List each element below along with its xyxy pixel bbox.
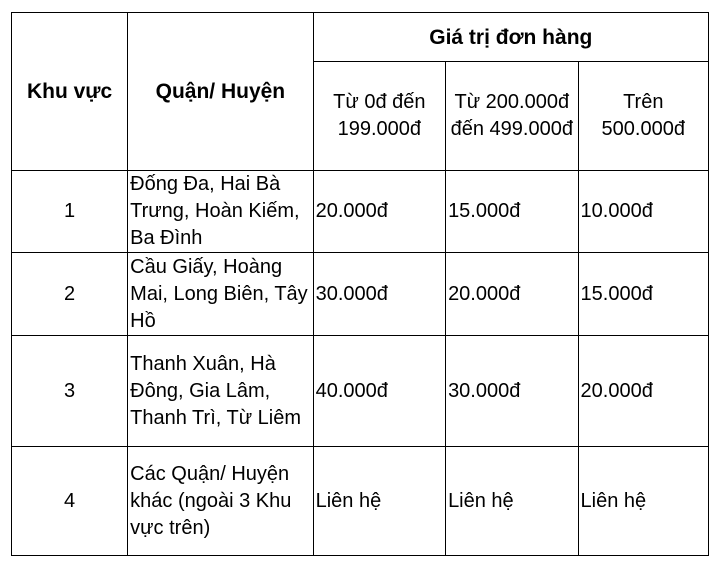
fee-cell: 40.000đ xyxy=(313,336,445,447)
header-district: Quận/ Huyện xyxy=(128,13,313,171)
shipping-fee-table xyxy=(11,12,709,556)
header-range-1: Từ 0đ đến 199.000đ xyxy=(313,62,445,171)
header-range-3: Trên 500.000đ xyxy=(578,62,708,171)
region-cell: 1 xyxy=(12,171,128,253)
header-region: Khu vực xyxy=(12,13,128,171)
fee-cell: 20.000đ xyxy=(313,171,445,253)
fee-cell: Liên hệ xyxy=(313,447,445,556)
fee-cell: 15.000đ xyxy=(578,253,708,336)
header-order-value: Giá trị đơn hàng xyxy=(313,13,708,62)
fee-cell: Liên hệ xyxy=(446,447,578,556)
region-cell: 2 xyxy=(12,253,128,336)
fee-cell: 10.000đ xyxy=(578,171,708,253)
header-range-2: Từ 200.000đ đến 499.000đ xyxy=(446,62,578,171)
table-header-row xyxy=(12,13,709,62)
table-row xyxy=(12,253,709,336)
district-cell: Cầu Giấy, Hoàng Mai, Long Biên, Tây Hồ xyxy=(128,253,313,336)
table-row xyxy=(12,336,709,447)
table-row xyxy=(12,171,709,253)
district-cell: Các Quận/ Huyện khác (ngoài 3 Khu vực trên) xyxy=(128,447,313,556)
fee-cell: 20.000đ xyxy=(446,253,578,336)
fee-cell: 20.000đ xyxy=(578,336,708,447)
fee-cell: 30.000đ xyxy=(313,253,445,336)
district-cell: Đống Đa, Hai Bà Trưng, Hoàn Kiếm, Ba Đình xyxy=(128,171,313,253)
fee-cell: Liên hệ xyxy=(578,447,708,556)
fee-cell: 15.000đ xyxy=(446,171,578,253)
table-row xyxy=(12,447,709,556)
fee-cell: 30.000đ xyxy=(446,336,578,447)
region-cell: 4 xyxy=(12,447,128,556)
district-cell: Thanh Xuân, Hà Đông, Gia Lâm, Thanh Trì, Từ Liêm xyxy=(128,336,313,447)
region-cell: 3 xyxy=(12,336,128,447)
